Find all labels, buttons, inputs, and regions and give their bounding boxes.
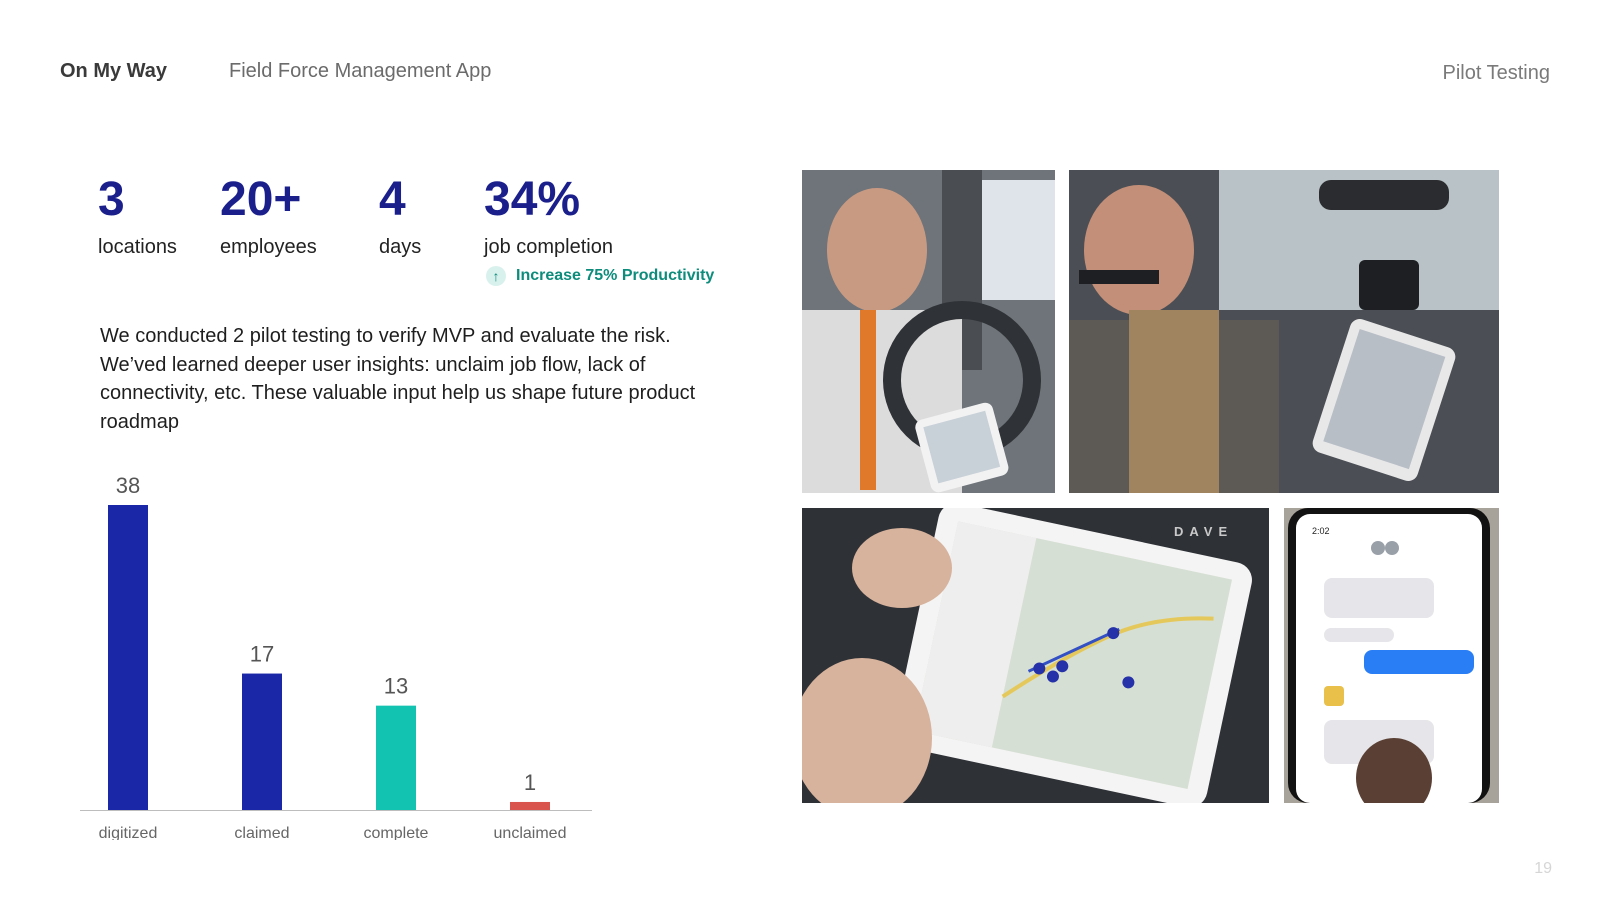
stat-employees <box>220 173 317 259</box>
category-label-digitized: digitized <box>98 825 158 840</box>
stat-label: job completion <box>484 236 613 258</box>
data-label-claimed: 17 <box>249 641 275 667</box>
stat-value: 3 <box>98 173 125 226</box>
stat-label: days <box>379 236 422 258</box>
stat-label: locations <box>98 236 177 258</box>
stat-job-completion <box>484 173 613 259</box>
bar-claimed <box>242 674 282 810</box>
data-label-digitized: 38 <box>115 473 141 498</box>
data-label-complete: 13 <box>383 673 409 699</box>
bar-complete <box>376 706 416 810</box>
productivity-badge <box>486 266 714 286</box>
arrow-up-icon: ↑ <box>486 266 506 286</box>
photo-driver-pointing-at-gps <box>1069 170 1499 493</box>
data-label-unclaimed: 1 <box>523 769 537 795</box>
stat-value: 34% <box>484 173 581 226</box>
category-label-claimed: claimed <box>234 825 290 840</box>
page-number: 19 <box>1534 860 1552 877</box>
category-label-complete: complete <box>363 825 429 840</box>
phone-time: 2:02 <box>1312 526 1330 536</box>
photo-phone-messages <box>1284 508 1499 803</box>
badge-text: Increase 75% Productivity <box>516 267 715 284</box>
section-title: Pilot Testing <box>1442 62 1550 84</box>
bar-digitized <box>108 505 148 810</box>
category-label-unclaimed: unclaimed <box>493 825 567 840</box>
description-text: We conducted 2 pilot testing to verify MVP and evaluate the risk. We’ved learned deeper user insights: unclaim job flow, lack of connectivity, etc. These valuable input help us shape future product roadmap <box>100 325 696 433</box>
brand-title: On My Way <box>60 60 168 82</box>
photo-overlay-text: DAVE <box>1174 524 1234 539</box>
stat-value: 20+ <box>220 173 302 226</box>
bar-chart <box>70 460 600 840</box>
stat-locations <box>98 173 177 259</box>
bar-unclaimed <box>510 802 550 810</box>
stat-label: employees <box>220 236 317 258</box>
app-subtitle: Field Force Management App <box>229 60 492 82</box>
photo-tablet-map <box>802 508 1269 803</box>
stat-days <box>379 173 422 259</box>
photo-driver-with-tablet <box>802 170 1055 493</box>
stat-value: 4 <box>379 173 406 226</box>
